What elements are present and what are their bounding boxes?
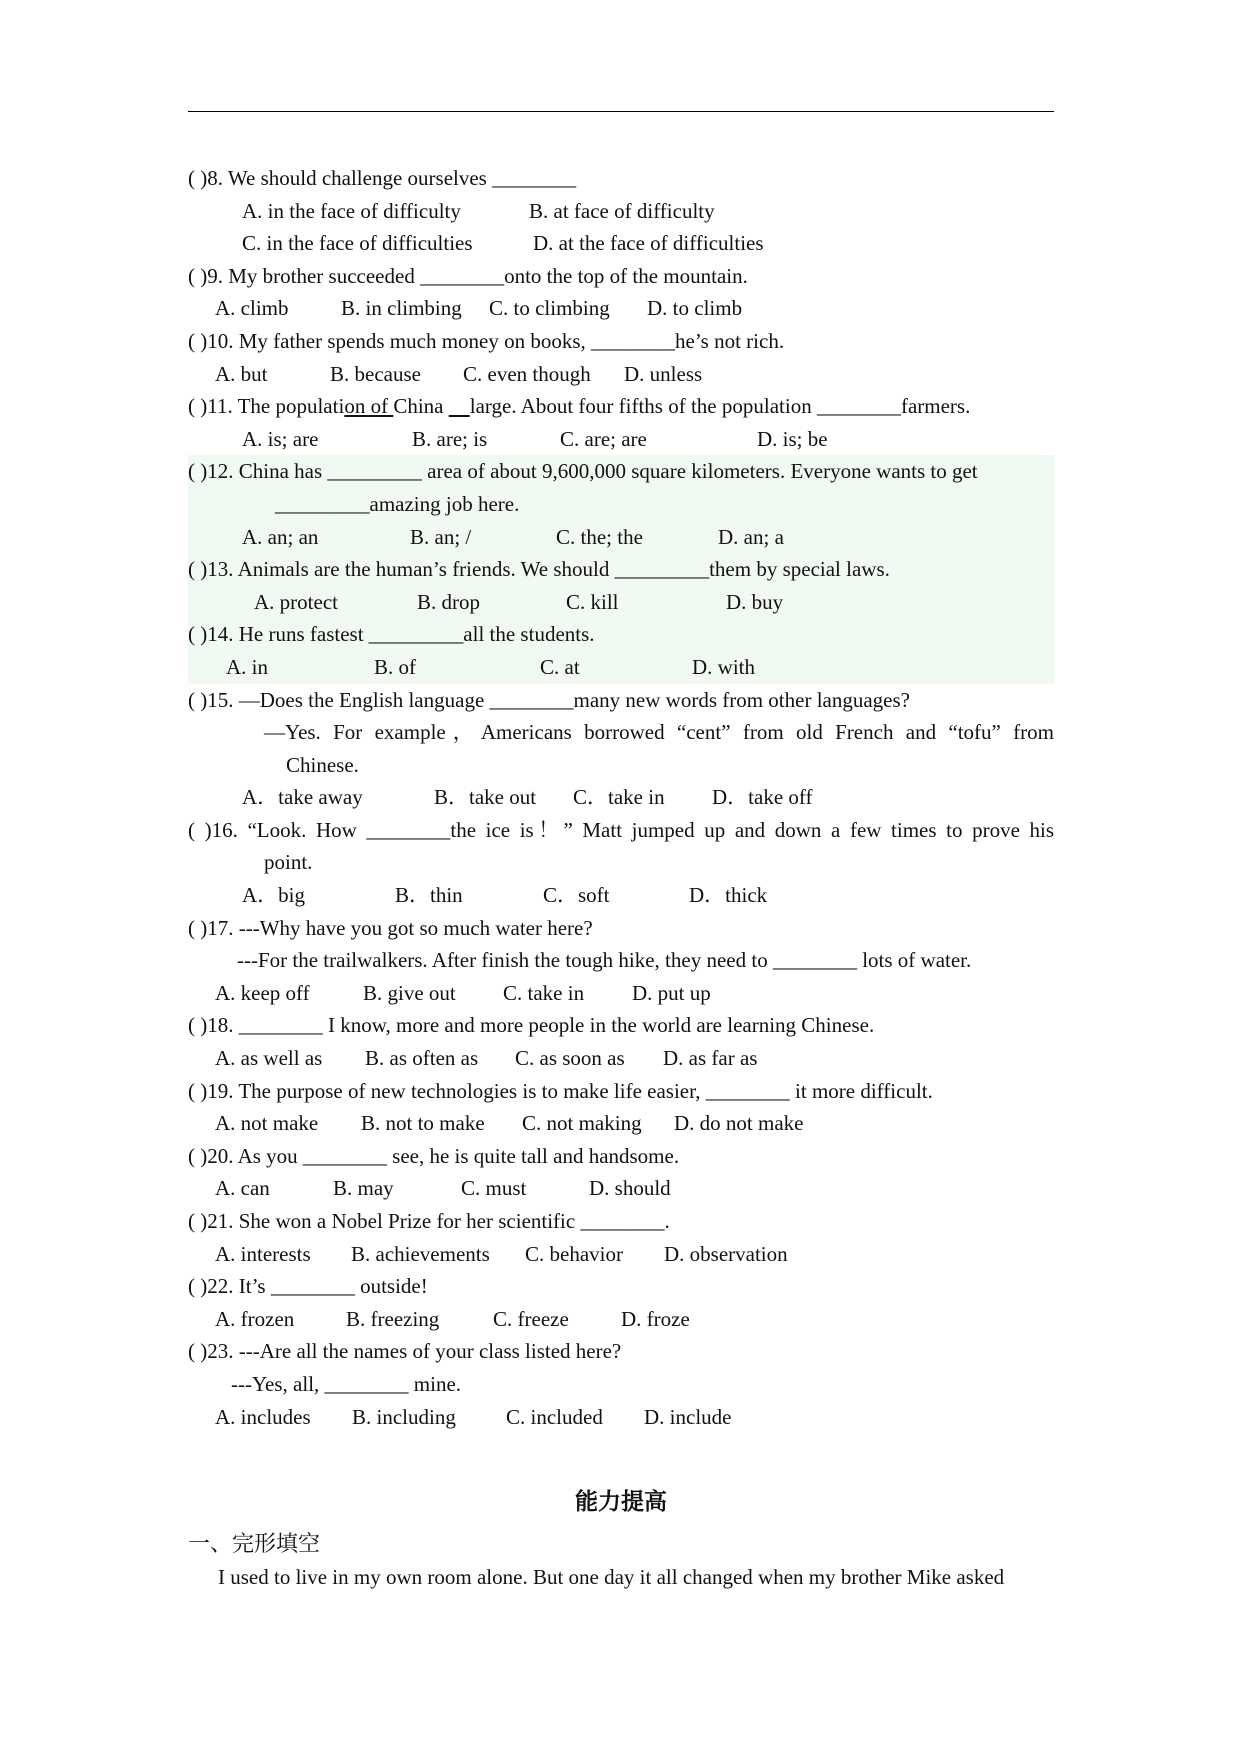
stem-line: ( )16. “Look. How ________the ice is！” Matt jumped up and down a few times to prove his xyxy=(188,817,1054,842)
option: B. freezing xyxy=(346,1306,440,1331)
option-row xyxy=(188,1238,1054,1271)
option: D. buy xyxy=(726,589,784,614)
option-row xyxy=(188,879,1054,912)
option: B. as often as xyxy=(365,1046,479,1071)
option: B. give out xyxy=(363,980,456,1005)
option: A. is; are xyxy=(242,426,319,451)
option: A．big xyxy=(242,883,305,908)
option: B. drop xyxy=(417,589,480,614)
option: B. including xyxy=(352,1404,456,1429)
option: A. interests xyxy=(215,1241,311,1266)
option: A. in the face of difficulty xyxy=(242,198,461,223)
option: A. but xyxy=(215,361,268,386)
option-row xyxy=(188,1401,1054,1434)
stem-line: Chinese. xyxy=(286,752,359,777)
stem-line: _________amazing job here. xyxy=(275,491,520,516)
option: B. at face of difficulty xyxy=(529,198,715,223)
question-stem: ( )18. ________ I know, more and more people in the world are learning Chinese. xyxy=(188,1013,875,1038)
question-stem-cont xyxy=(188,1368,1054,1401)
option: B．thin xyxy=(395,883,463,908)
option-row xyxy=(188,1172,1054,1205)
stem-part: ( )11. The populati xyxy=(188,394,345,419)
stem-part: China xyxy=(393,394,449,419)
option-row xyxy=(188,1042,1054,1075)
question-stem: ( )15. —Does the English language ________many new words from other languages? xyxy=(188,687,910,712)
stem-line: point. xyxy=(264,850,313,875)
option: C. in the face of difficulties xyxy=(242,231,473,256)
question-stem: ( )12. China has _________ area of about 9,600,000 square kilometers. Everyone wants to get xyxy=(188,455,1054,488)
option-row xyxy=(188,651,1054,684)
question-stem-cont xyxy=(188,846,1054,879)
section-title: 能力提高 xyxy=(575,1489,667,1515)
passage-paragraph: I used to live in my own room alone. But one day it all changed when my brother Mike asked xyxy=(218,1565,1005,1589)
option: D. include xyxy=(644,1404,732,1429)
question-stem: ( )14. He runs fastest _________all the students. xyxy=(188,618,1054,651)
option: D. observation xyxy=(664,1241,788,1266)
option-row xyxy=(188,1303,1054,1336)
header-rule xyxy=(188,111,1054,112)
option: D. put up xyxy=(632,980,711,1005)
question-stem: ( )17. ---Why have you got so much water here? xyxy=(188,915,593,940)
option: C. even though xyxy=(463,361,591,386)
question-stem-cont xyxy=(188,944,1054,977)
option-row xyxy=(188,781,1054,814)
option: C. included xyxy=(506,1404,603,1429)
option: C. kill xyxy=(566,589,619,614)
option: B. in climbing xyxy=(341,296,462,321)
stem-line: ---For the trailwalkers. After finish the tough hike, they need to ________ lots of water. xyxy=(237,948,972,973)
option-row xyxy=(188,521,1054,554)
option: B. are; is xyxy=(412,426,488,451)
option: C. behavior xyxy=(525,1241,623,1266)
stem-line: ---Yes, all, ________ mine. xyxy=(231,1371,462,1396)
option: D. froze xyxy=(621,1306,690,1331)
question-stem: ( )22. It’s ________ outside! xyxy=(188,1274,428,1299)
option: D. to climb xyxy=(647,296,743,321)
option: C．take in xyxy=(573,785,665,810)
option: D. with xyxy=(692,654,755,679)
question-stem: ( )8. We should challenge ourselves ________ xyxy=(188,166,577,190)
question-stem-cont xyxy=(188,716,1054,749)
option: C. freeze xyxy=(493,1306,569,1331)
option: B. not to make xyxy=(361,1111,485,1136)
option: C. as soon as xyxy=(515,1046,625,1071)
option: A. not make xyxy=(215,1111,319,1136)
option: A. an; an xyxy=(242,524,319,549)
option: D. an; a xyxy=(718,524,784,549)
option: D. is; be xyxy=(757,426,828,451)
option: A. includes xyxy=(215,1404,311,1429)
option: A. protect xyxy=(254,589,338,614)
option: C. the; the xyxy=(556,524,643,549)
option: A．take away xyxy=(242,785,363,810)
option-row xyxy=(188,227,1054,260)
option-row xyxy=(188,586,1054,619)
option: C. must xyxy=(461,1176,527,1201)
option-row xyxy=(188,977,1054,1010)
option-row xyxy=(188,195,1054,228)
option: C. not making xyxy=(522,1111,642,1136)
option: D. should xyxy=(589,1176,671,1201)
option: B. an; / xyxy=(410,524,472,549)
option: B. may xyxy=(333,1176,394,1201)
option: A. keep off xyxy=(215,980,310,1005)
stem-line: —Yes. For example，Americans borrowed “cent” from old French and “tofu” from xyxy=(264,720,1054,745)
question-stem xyxy=(188,390,1054,423)
blank xyxy=(449,394,470,418)
option: C. at xyxy=(540,654,580,679)
option: C. take in xyxy=(503,980,585,1005)
option: A. frozen xyxy=(215,1306,295,1331)
stem-part-underlined: on of xyxy=(344,394,394,419)
option: B. because xyxy=(330,361,421,386)
question-stem xyxy=(188,814,1054,847)
sub-title: 一、完形填空 xyxy=(188,1531,321,1556)
option: D. unless xyxy=(624,361,703,386)
option: D. as far as xyxy=(663,1046,758,1071)
option: D．thick xyxy=(689,883,768,908)
question-stem-cont xyxy=(188,488,1054,521)
option-row xyxy=(188,1107,1054,1140)
option: A. as well as xyxy=(215,1046,323,1071)
option: D. do not make xyxy=(674,1111,804,1136)
option: B．take out xyxy=(434,785,537,810)
option: A. can xyxy=(215,1176,270,1201)
question-stem: ( )20. As you ________ see, he is quite tall and handsome. xyxy=(188,1143,680,1168)
option-row xyxy=(188,423,1054,456)
question-stem: ( )10. My father spends much money on books, ________he’s not rich. xyxy=(188,328,785,353)
option-row xyxy=(188,358,1054,391)
option: D. at the face of difficulties xyxy=(533,231,764,256)
option: C. are; are xyxy=(560,426,647,451)
question-stem: ( )13. Animals are the human’s friends. We should _________them by special laws. xyxy=(188,553,1054,586)
question-list xyxy=(188,162,1054,1433)
question-stem: ( )19. The purpose of new technologies is to make life easier, ________ it more difficult. xyxy=(188,1078,933,1103)
question-stem-cont xyxy=(188,749,1054,782)
option: C．soft xyxy=(543,883,610,908)
option: A. in xyxy=(226,654,268,679)
stem-part: large. About four fifths of the population ________farmers. xyxy=(469,394,971,419)
question-stem: ( )23. ---Are all the names of your class listed here? xyxy=(188,1339,622,1364)
option: B. of xyxy=(374,654,416,679)
option: A. climb xyxy=(215,296,289,321)
option: B. achievements xyxy=(351,1241,490,1266)
option: D．take off xyxy=(712,785,813,810)
option-row xyxy=(188,292,1054,325)
option: C. to climbing xyxy=(489,296,610,321)
question-stem: ( )9. My brother succeeded ________onto the top of the mountain. xyxy=(188,263,748,288)
question-stem: ( )21. She won a Nobel Prize for her scientific ________. xyxy=(188,1209,670,1233)
